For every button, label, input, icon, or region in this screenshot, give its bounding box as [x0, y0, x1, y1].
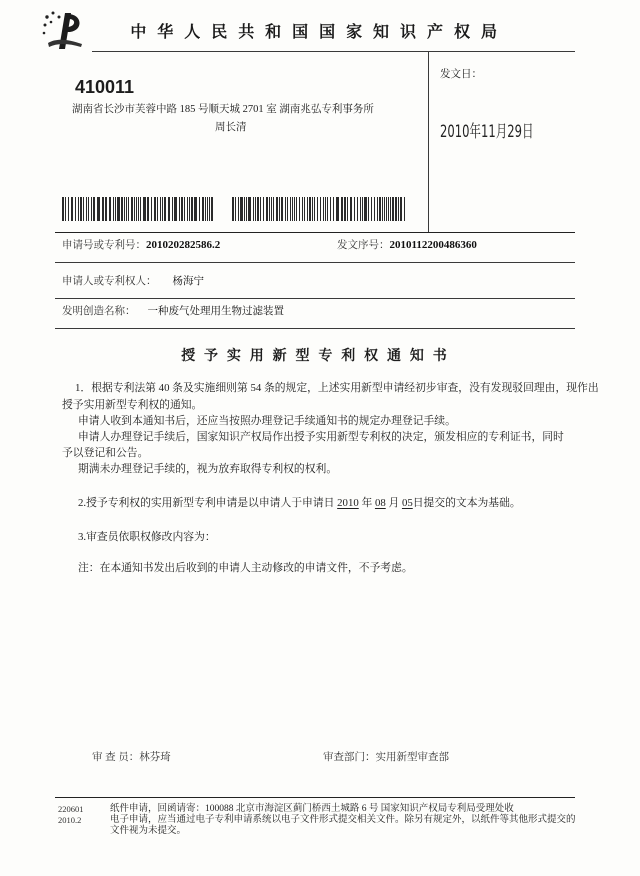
paragraph-1-line-2: 授予实用新型专利权的通知。: [62, 399, 203, 411]
barcode-bar: [126, 197, 127, 221]
invention-label: 发明创造名称：: [62, 306, 136, 317]
barcode-bar: [80, 197, 82, 221]
paragraph-4: 期满未办理登记手续的，视为放弃取得专利权的权利。: [78, 463, 338, 475]
item-3: 3.审查员依职权修改内容为：: [78, 531, 216, 543]
barcode-bar: [296, 197, 297, 221]
barcode-bar: [302, 197, 303, 221]
barcode-bar: [128, 197, 129, 221]
application-number-label: 申请号或专利号：: [62, 240, 146, 251]
barcode-bar: [255, 197, 256, 221]
barcode-bar: [386, 197, 387, 221]
barcode-bar: [263, 197, 264, 221]
barcode-bar: [124, 197, 125, 221]
barcode-bar: [184, 197, 185, 221]
barcode-right: [232, 197, 408, 221]
barcode-bar: [374, 197, 375, 221]
cnipa-logo: [38, 8, 88, 54]
address-date-divider: [428, 51, 429, 232]
footer-line-2: 电子申请，应当通过电子专利申请系统以电子文件形式提交相关文件。除另有规定外，以纸件等其他形式提交的: [110, 815, 576, 825]
barcode-bar: [354, 197, 355, 221]
barcode-bar: [160, 197, 161, 221]
barcode-bar: [357, 197, 358, 221]
barcode-bar: [91, 197, 92, 221]
barcode-bar: [105, 197, 107, 221]
barcode-bar: [323, 197, 324, 221]
filing-day: 05: [401, 497, 413, 509]
barcode-bar: [307, 197, 308, 221]
barcode-bar: [168, 197, 170, 221]
barcode-bar: [83, 197, 84, 221]
barcode-bar: [371, 197, 372, 221]
application-number-row: [62, 238, 220, 253]
row-divider: [55, 298, 575, 299]
barcode-bar: [97, 197, 100, 221]
barcode-bar: [174, 197, 177, 221]
barcode-bar: [269, 197, 270, 221]
barcode-bar: [360, 197, 361, 221]
barcode-bar: [191, 197, 193, 221]
barcode-bar: [325, 197, 326, 221]
barcode-bar: [209, 197, 210, 221]
form-version: 2010.2: [58, 815, 82, 825]
recipient-address: 湖南省长沙市芙蓉中路 185 号顺天城 2701 室 湖南兆弘专利事务所: [72, 104, 374, 115]
barcode-bar: [299, 197, 300, 221]
barcode-bar: [320, 197, 321, 221]
filing-year: 2010: [337, 497, 359, 509]
filing-month: 08: [374, 497, 386, 509]
barcode-bar: [240, 197, 243, 221]
barcode-bar: [115, 197, 116, 221]
barcode-bar: [238, 197, 239, 221]
barcode-bar: [140, 197, 141, 221]
row-divider: [55, 262, 575, 263]
barcode-bar: [285, 197, 286, 221]
month-unit: 月: [388, 497, 400, 509]
invention-row: [62, 305, 284, 319]
barcode-bar: [113, 197, 114, 221]
barcode-bar: [404, 197, 405, 221]
barcode-bar: [271, 197, 272, 221]
barcode-bar: [312, 197, 313, 221]
serial-number-row: [337, 238, 477, 253]
dispatch-date-label: 发文日：: [440, 69, 482, 80]
barcode-bar: [205, 197, 206, 221]
dispatch-date: 2010年11月29日: [440, 122, 534, 142]
barcode-bar: [368, 197, 369, 221]
footer-line-1: 纸件申请，回函请寄：100088 北京市海淀区蓟门桥西土城路 6 号 国家知识产权局专利局受理处收: [110, 804, 514, 814]
barcode-bar: [131, 197, 133, 221]
barcode-bar: [65, 197, 66, 221]
barcode-bar: [350, 197, 352, 221]
barcode-bar: [143, 197, 146, 221]
recipient-name: 周长清: [215, 122, 247, 133]
barcode-bar: [257, 197, 259, 221]
barcode-bar: [181, 197, 183, 221]
barcode-bar: [78, 197, 79, 221]
item-2-suffix: 日提交的文本为基础。: [412, 497, 521, 509]
barcode-bar: [138, 197, 139, 221]
footer-divider: [55, 797, 575, 798]
barcode-bar: [62, 197, 64, 221]
barcode-bar: [287, 197, 288, 221]
year-unit: 年: [361, 497, 373, 509]
barcode-bar: [266, 197, 268, 221]
applicant-name: 杨海宁: [172, 276, 204, 287]
barcode-bar: [382, 197, 383, 221]
barcode-bar: [317, 197, 318, 221]
department-row: [323, 751, 449, 765]
barcode-bar: [154, 197, 156, 221]
barcode-bar: [68, 197, 69, 221]
barcode-bar: [336, 197, 339, 221]
barcode-bar: [388, 197, 389, 221]
barcode-bar: [290, 197, 291, 221]
barcode-bar: [235, 197, 236, 221]
barcode-bar: [330, 197, 331, 221]
barcode-bar: [292, 197, 293, 221]
notice-title: 授 予 实 用 新 型 专 利 权 通 知 书: [181, 348, 449, 364]
examiner-row: [92, 751, 171, 765]
barcode-bar: [88, 197, 89, 221]
department-label: 审查部门：: [323, 752, 376, 763]
barcode-bar: [172, 197, 173, 221]
barcode-bar: [395, 197, 397, 221]
barcode-bar: [276, 197, 278, 221]
paragraph-3-line-2: 予以登记和公告。: [62, 447, 149, 459]
barcode-bar: [109, 197, 111, 221]
barcode-bar: [364, 197, 367, 221]
office-name: 中 华 人 民 共 和 国 国 家 知 识 产 权 局: [130, 22, 500, 41]
barcode-bar: [344, 197, 346, 221]
recipient-postcode: 410011: [75, 77, 135, 97]
application-number: 201020282586.2: [146, 239, 221, 251]
barcode-bar: [202, 197, 204, 221]
barcode-bar: [134, 197, 135, 221]
barcode-bar: [379, 197, 381, 221]
barcode-bar: [273, 197, 274, 221]
barcode-bar: [102, 197, 104, 221]
barcode-bar: [151, 197, 152, 221]
barcode-bar: [117, 197, 120, 221]
header-divider: [92, 51, 575, 52]
barcode-bar: [281, 197, 283, 221]
barcode-bar: [244, 197, 245, 221]
barcode-bar: [211, 197, 213, 221]
paragraph-3-line-1: 申请人办理登记手续后，国家知识产权局作出授予实用新型专利权的决定，颁发相应的专利证书，同时: [78, 431, 564, 443]
invention-title: 一种废气处理用生物过滤装置: [147, 306, 284, 317]
barcode-bar: [86, 197, 87, 221]
footer-line-3: 文件视为未提交。: [110, 826, 187, 836]
examiner-name: 林芬琦: [139, 752, 171, 763]
applicant-row: [62, 275, 204, 289]
paragraph-2: 申请人收到本通知书后，还应当按照办理登记手续通知书的规定办理登记手续。: [78, 415, 456, 427]
barcode-bar: [246, 197, 247, 221]
barcode-bar: [347, 197, 348, 221]
barcode-bar: [377, 197, 378, 221]
barcode-bar: [400, 197, 402, 221]
cnipa-emblem-icon: [38, 8, 88, 54]
info-table-top-rule: [55, 232, 575, 233]
barcode-bar: [199, 197, 200, 221]
barcode-bar: [279, 197, 280, 221]
barcode-bar: [75, 197, 76, 221]
barcode-bar: [314, 197, 315, 221]
barcode-bar: [304, 197, 305, 221]
barcode-bar: [253, 197, 254, 221]
barcode-bar: [157, 197, 158, 221]
barcode-bar: [294, 197, 295, 221]
barcode-bar: [189, 197, 190, 221]
form-code: 220601: [58, 804, 84, 814]
barcode-bar: [179, 197, 180, 221]
barcode-bar: [187, 197, 188, 221]
barcode-bar: [121, 197, 123, 221]
barcode-bar: [398, 197, 399, 221]
serial-number-label: 发文序号：: [337, 240, 390, 251]
note: 注：在本通知书发出后收到的申请人主动修改的申请文件，不予考虑。: [78, 562, 413, 574]
applicant-label: 申请人或专利权人：: [62, 276, 157, 287]
paragraph-1-line-1: 1．根据专利法第 40 条及实施细则第 54 条的规定，上述实用新型申请经初步审查，没有发现驳回理由，现作出: [75, 382, 599, 394]
barcode-bar: [309, 197, 311, 221]
item-2: [78, 497, 521, 510]
serial-number: 2010112200486360: [389, 239, 477, 251]
barcode-bar: [384, 197, 385, 221]
barcode-bar: [327, 197, 328, 221]
barcode-left: [62, 197, 215, 221]
department-name: 实用新型审查部: [375, 752, 449, 763]
barcode-bar: [333, 197, 334, 221]
barcode-bar: [362, 197, 363, 221]
barcode-bar: [248, 197, 251, 221]
barcode-bar: [194, 197, 197, 221]
barcode-bar: [164, 197, 166, 221]
row-divider: [55, 328, 575, 329]
barcode-bar: [390, 197, 391, 221]
barcode-bar: [232, 197, 234, 221]
barcode-bar: [71, 197, 73, 221]
examiner-label: 审 查 员：: [92, 752, 140, 763]
barcode-bar: [93, 197, 95, 221]
barcode-bar: [392, 197, 394, 221]
barcode-bar: [162, 197, 163, 221]
barcode-bar: [260, 197, 261, 221]
barcode-bar: [136, 197, 137, 221]
barcode-bar: [341, 197, 343, 221]
barcode-bar: [147, 197, 149, 221]
barcode-bar: [207, 197, 208, 221]
item-2-text: 2.授予专利权的实用新型专利申请是以申请人于申请日: [78, 497, 335, 509]
